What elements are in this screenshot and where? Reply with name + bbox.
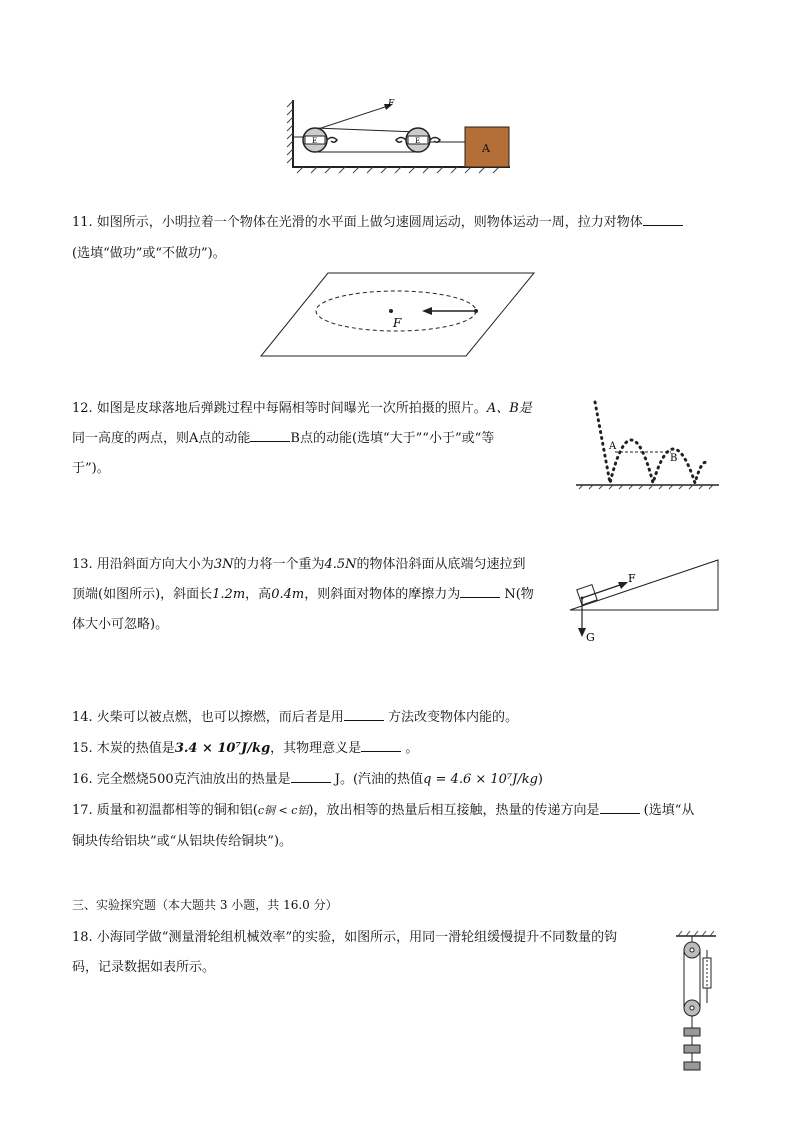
q18-line1: 18. 小海同学做“测量滑轮组机械效率”的实验，如图所示，用同一滑轮组缓慢提升不同数量的钩 <box>72 930 618 945</box>
q13-line2: 顶端(如图所示)，斜面长1.2m，高0.4m，则斜面对物体的摩擦力为 N(物 <box>72 587 534 602</box>
q17-answer-blank[interactable] <box>600 801 640 814</box>
q12-answer-blank[interactable] <box>250 429 290 442</box>
q17-line1: 17. 质量和初温都相等的铜和铝(c铜 < c铝)，放出相等的热量后相互接触，热量的传递方向是 (选填“从 <box>72 803 695 818</box>
inclined-plane-figure <box>560 555 725 645</box>
section3-title: 三、实验探究题（本大题共 3 小题，共 16.0 分） <box>72 898 338 912</box>
svg-text:E: E <box>415 137 421 145</box>
q12-line2: 同一高度的两点，则A点的动能 B点的动能(选填“大于”“小于”或“等 <box>72 431 495 446</box>
q12-line1: 12. 如图是皮球落地后弹跳过程中每隔相等时间曝光一次所拍摄的照片。A、B是 <box>72 401 532 416</box>
q13-answer-blank[interactable] <box>460 585 500 598</box>
q11-answer-blank[interactable] <box>643 213 683 226</box>
svg-text:A: A <box>609 441 617 452</box>
q13-line3: 体大小可忽略)。 <box>72 617 169 632</box>
circular-motion-figure <box>258 270 538 360</box>
q17-line2: 铜块传给铝块”或“从铝块传给铜块”)。 <box>72 834 293 849</box>
q14-answer-blank[interactable] <box>344 708 384 721</box>
svg-text:F: F <box>388 99 395 109</box>
svg-text:E: E <box>312 137 318 145</box>
q14-text: 14. 火柴可以被点燃，也可以擦燃，而后者是用 方法改变物体内能的。 <box>72 710 518 725</box>
svg-text:B: B <box>670 453 678 464</box>
pulley-system-figure <box>672 928 722 1074</box>
svg-text:F: F <box>393 316 402 330</box>
q11-line1: 11. 如图所示，小明拉着一个物体在光滑的水平面上做匀速圆周运动，则物体运动一周，拉力对物体 <box>72 210 683 236</box>
q15-answer-blank[interactable] <box>361 739 401 752</box>
q12-line3: 于”)。 <box>72 461 110 476</box>
q15-text: 15. 木炭的热值是3.4 × 10⁷J/kg，其物理意义是 。 <box>72 741 419 756</box>
q11-line2: (选填“做功”或“不做功”)。 <box>72 246 226 261</box>
svg-text:F: F <box>628 572 636 585</box>
svg-text:A: A <box>482 142 490 155</box>
q13-line1: 13. 用沿斜面方向大小为3N的力将一个重为4.5N的物体沿斜面从底端匀速拉到 <box>72 557 526 572</box>
svg-text:G: G <box>586 631 595 644</box>
q18-line2: 码，记录数据如表所示。 <box>72 960 216 975</box>
pulley-block-figure <box>285 95 525 175</box>
q16-text: 16. 完全燃烧500克汽油放出的热量是 J。(汽油的热值q = 4.6 × 10⁷J/kg) <box>72 772 543 787</box>
bouncing-ball-figure <box>573 395 721 493</box>
q16-answer-blank[interactable] <box>291 770 331 783</box>
